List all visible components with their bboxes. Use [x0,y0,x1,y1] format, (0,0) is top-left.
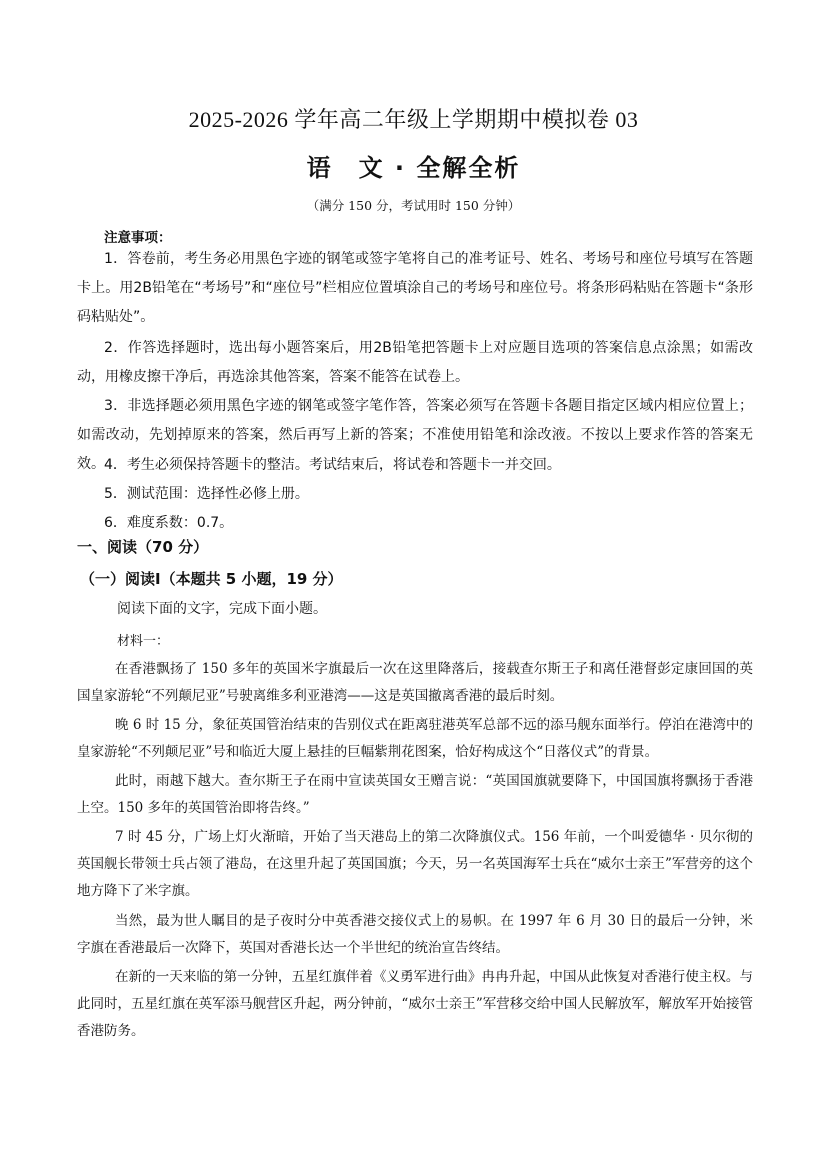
reading-instruction: 阅读下面的文字，完成下面小题。 [117,601,327,617]
material-paragraph: 晚 6 时 15 分，象征英国管治结束的告别仪式在距离驻港英军总部不远的添马舰东面举行。停泊在港湾中的皇家游轮“不列颠尼亚”号和临近大厦上悬挂的巨幅紫荆花图案，恰好构成这个“日落仪式”的背景。 [77,717,753,760]
subsection-heading: （一）阅读Ⅰ（本题共 5 小题，19 分） [80,570,343,588]
notice-item: 1．答卷前，考生务必用黑色字迹的钢笔或签字笔将自己的准考证号、姓名、考场号和座位号填写在答题卡上。用2B铅笔在“考场号”和“座位号”栏相应位置填涂自己的考场号和座位号。将条形码粘贴在答题卡“条形码粘贴处”。 [77,251,753,325]
section-heading: 一、阅读（70 分） [77,538,209,556]
material-paragraph: 在香港飘扬了 150 多年的英国米字旗最后一次在这里降落后，接载查尔斯王子和离任港督彭定康回国的英国皇家游轮“不列颠尼亚”号驶离维多利亚港湾——这是英国撤离香港的最后时刻。 [77,661,753,704]
notice-heading: 注意事项： [104,230,172,246]
material-paragraph: 此时，雨越下越大。查尔斯王子在雨中宣读英国女王赠言说：“英国国旗就要降下，中国国旗将飘扬于香港上空。150 多年的英国管治即将告终。” [77,773,753,816]
notice-item: 4．考生必须保持答题卡的整洁。考试结束后，将试卷和答题卡一并交回。 [104,457,561,473]
material-paragraph: 7 时 45 分，广场上灯火渐暗，开始了当天港岛上的第二次降旗仪式。156 年前，一个叫爱德华 · 贝尔彻的英国舰长带领士兵占领了港岛，在这里升起了英国国旗；今天，另一名英国海军士兵在“威尔士亲王”军营旁的这个地方降下了米字旗。 [77,829,753,899]
notice-item: 2．作答选择题时，选出每小题答案后，用2B铅笔把答题卡上对应题目选项的答案信息点涂黑；如需改动，用橡皮擦干净后，再选涂其他答案，答案不能答在试卷上。 [77,340,753,385]
page-title: 2025-2026 学年高二年级上学期期中模拟卷 03 [188,107,639,132]
material-label: 材料一： [117,634,170,649]
material-paragraph: 在新的一天来临的第一分钟，五星红旗伴着《义勇军进行曲》冉冉升起，中国从此恢复对香港行使主权。与此同时，五星红旗在英军添马舰营区升起，两分钟前，“威尔士亲王”军营移交给中国人民解放军，解放军开始接管香港防务。 [77,969,753,1039]
exam-meta: （满分 150 分，考试用时 150 分钟） [306,198,521,213]
notice-item: 6．难度系数：0.7。 [104,515,234,531]
notice-item: 3．非选择题必须用黑色字迹的钢笔或签字笔作答，答案必须写在答题卡各题目指定区域内相应位置上；如需改动，先划掉原来的答案，然后再写上新的答案；不准使用铅笔和涂改液。不按以上要求作答的答案无效。 [77,398,753,472]
material-paragraph: 当然，最为世人瞩目的是子夜时分中英香港交接仪式上的易帜。在 1997 年 6 月 30 日的最后一分钟，米字旗在香港最后一次降下，英国对香港长达一个半世纪的统治宣告终结。 [77,913,753,956]
page-subtitle: 语 文 · 全解全析 [306,154,521,182]
notice-item: 5．测试范围：选择性必修上册。 [104,486,309,502]
